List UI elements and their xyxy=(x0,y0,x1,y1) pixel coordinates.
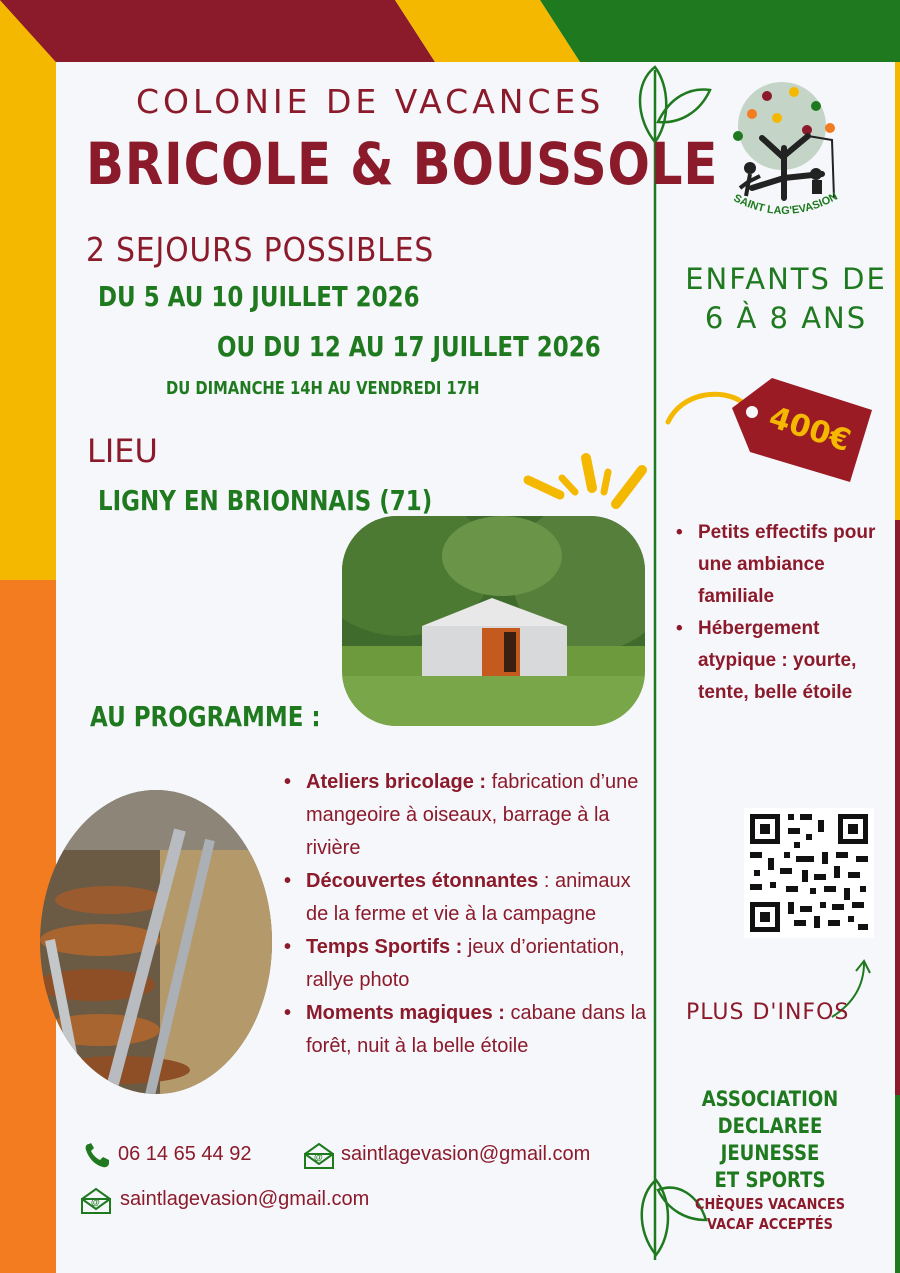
age-range xyxy=(672,260,900,338)
phone-icon xyxy=(83,1141,111,1169)
phone-number[interactable]: 06 14 65 44 92 xyxy=(118,1143,252,1165)
hours: DU DIMANCHE 14H AU VENDREDI 17H xyxy=(166,378,480,399)
goats-photo xyxy=(40,790,272,1095)
programme-item-desc: jeux d’orientation, rallye photo xyxy=(306,936,625,991)
programme-item-desc: fabrication d’une mangeoire à oiseaux, barrage à la rivière xyxy=(306,771,639,859)
age-line-1: ENFANTS DE xyxy=(685,262,887,296)
svg-text:@: @ xyxy=(91,1197,100,1207)
email-icon xyxy=(303,1142,335,1170)
email-link-2[interactable]: saintlagevasion@gmail.com xyxy=(120,1188,370,1210)
features-list xyxy=(674,517,889,709)
list-item xyxy=(282,931,652,997)
qr-code-icon[interactable] xyxy=(744,808,874,938)
sparkle-icon xyxy=(520,450,650,520)
page-title: BRICOLE & BOUSSOLE xyxy=(86,130,719,198)
association-line-3: ET SPORTS xyxy=(714,1168,826,1192)
programme-item-desc: cabane dans la forêt, nuit à la belle étoile xyxy=(306,1002,647,1057)
logo-caption: SAINT LAG'EVASION xyxy=(731,190,840,218)
email-icon xyxy=(80,1187,112,1215)
price: 400€ xyxy=(764,399,855,460)
association-info xyxy=(675,1086,864,1234)
programme-item-title: Ateliers bricolage : xyxy=(306,771,487,793)
association-line-2: DECLAREE JEUNESSE xyxy=(717,1114,823,1165)
programme-item-desc: : animaux de la ferme et vie à la campagne xyxy=(306,870,631,925)
programme-list xyxy=(282,766,652,1063)
subtitle: COLONIE DE VACANCES xyxy=(136,82,605,121)
list-item xyxy=(282,997,652,1063)
svg-text:@: @ xyxy=(314,1152,323,1162)
date-1: DU 5 AU 10 JUILLET 2026 xyxy=(98,280,420,313)
more-info-label: PLUS D'INFOS xyxy=(686,1000,850,1025)
association-line-1: ASSOCIATION xyxy=(701,1087,839,1111)
lieu-value: LIGNY EN BRIONNAIS (71) xyxy=(98,484,433,517)
list-item xyxy=(282,865,652,931)
programme-heading: AU PROGRAMME : xyxy=(90,700,321,733)
lieu-label: LIEU xyxy=(87,432,158,470)
sejours-heading: 2 SEJOURS POSSIBLES xyxy=(86,230,435,269)
yurt-photo xyxy=(342,516,645,726)
programme-item-title: Temps Sportifs : xyxy=(306,936,463,958)
list-item xyxy=(282,766,652,865)
association-line-4: CHÈQUES VACANCES xyxy=(694,1195,846,1213)
email-link-1[interactable]: saintlagevasion@gmail.com xyxy=(341,1143,591,1165)
programme-item-title: Moments magiques : xyxy=(306,1002,505,1024)
list-item: • Hébergement atypique : yourte, tente, belle étoile xyxy=(674,613,889,709)
svg-text:SAINT LAG'EVASION xyxy=(732,191,840,218)
list-item: • Petits effectifs pour une ambiance familiale xyxy=(674,517,889,613)
logo-caption-arc xyxy=(712,185,857,235)
date-2: OU DU 12 AU 17 JUILLET 2026 xyxy=(217,330,601,363)
age-line-2: 6 À 8 ANS xyxy=(704,301,868,335)
association-line-5: VACAF ACCEPTÉS xyxy=(707,1215,833,1233)
programme-item-title: Découvertes étonnantes xyxy=(306,870,539,892)
